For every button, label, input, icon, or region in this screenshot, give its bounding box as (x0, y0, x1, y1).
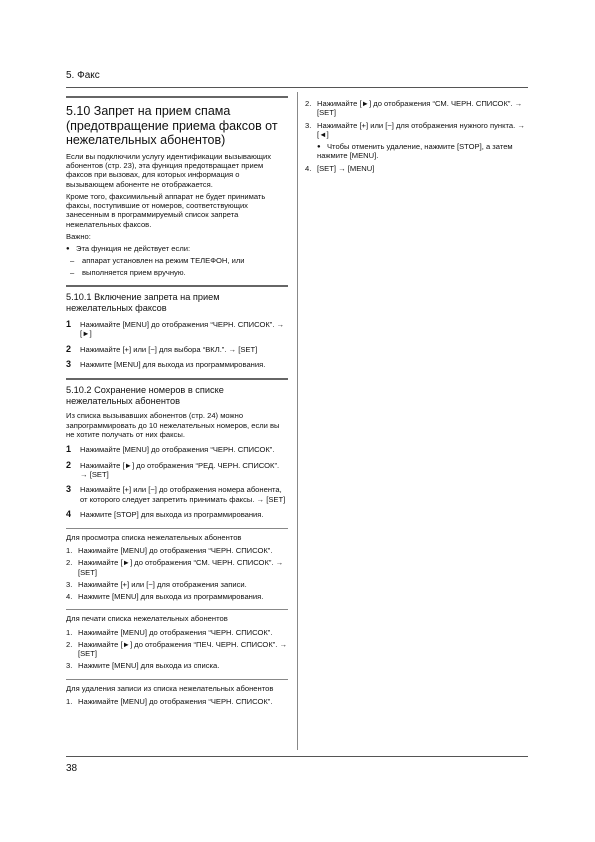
item-text: Нажимайте [+] или [−] для отображения записи. (78, 579, 247, 589)
step-number: 1 (66, 319, 72, 329)
step-text: Нажимайте [►] до отображения “РЕД. ЧЕРН. СПИСОК”. → [SET] (80, 460, 280, 480)
view-list-title: Для просмотра списка нежелательных абонентов (66, 528, 288, 542)
step-text: Нажимайте [+] или [−] до отображения номера абонента, от которого следует запретить принимать факсы. → [SET] (80, 485, 286, 504)
item-number: 4. (66, 592, 73, 602)
delete-item-4 (305, 164, 529, 173)
view-item-3 (66, 580, 288, 589)
right-column (305, 96, 529, 176)
item-text: Нажмите [MENU] для выхода из программирования. (78, 592, 264, 602)
important-label: Важно: (66, 231, 91, 241)
item-text: Нажимайте [MENU] до отображения “ЧЕРН. СПИСОК”. (78, 546, 273, 556)
step-text: Нажимайте [+] или [−] для выбора “ВКЛ.”. → [SET] (80, 344, 258, 354)
column-divider (297, 92, 298, 750)
section-title: 5.10 Запрет на прием спама (предотвращение приема факсов от нежелательных абонентов) (66, 96, 288, 148)
view-item-1 (66, 546, 288, 555)
step-number: 3 (66, 484, 72, 495)
item-text: Нажимайте [+] или [−] для отображения нужного пункта. → [◄] (317, 120, 525, 139)
item-text: Нажимайте [►] до отображения “СМ. ЧЕРН. СПИСОК”. → [SET] (78, 558, 284, 577)
item-text: Нажимайте [MENU] до отображения “ЧЕРН. СПИСОК”. (78, 627, 273, 637)
step-text: Нажмите [STOP] для выхода из программирования. (80, 509, 264, 519)
step-number: 3 (66, 359, 72, 370)
intro-paragraph-2: Кроме того, факсимильный аппарат не будет принимать факсы, поступившие от номеров, соответствующих занесенным в программируемый список запрета нежелательных факсов. (66, 191, 266, 229)
print-item-2 (66, 640, 288, 659)
step-1 (66, 445, 288, 455)
step-4 (66, 510, 288, 520)
bullet-item: ● Эта функция не действует если: (66, 244, 288, 253)
subsection-title: 5.10.2 Сохранение номеров в списке нежелательных абонентов (66, 378, 288, 407)
item-number: 2. (66, 639, 73, 649)
item-number: 2. (305, 99, 312, 108)
step-2 (66, 345, 288, 355)
step-text: Нажимайте [MENU] до отображения “ЧЕРН. СПИСОК”. (80, 445, 275, 455)
dash-item: – аппарат установлен на режим ТЕЛЕФОН, или (82, 256, 288, 265)
item-number: 2. (66, 558, 73, 568)
left-column (66, 96, 288, 709)
page-header: 5. Факс (66, 70, 528, 88)
item-text: Нажимайте [►] до отображения “ПЕЧ. ЧЕРН. СПИСОК”. → [SET] (78, 639, 288, 659)
view-item-4 (66, 592, 288, 601)
step-number: 4 (66, 508, 72, 519)
item-number: 4. (305, 163, 312, 173)
print-item-1 (66, 628, 288, 637)
step-2 (66, 461, 288, 480)
dash-item: – выполняется прием вручную. (82, 268, 288, 277)
subsection-intro: Из списка вызывавших абонентов (стр. 24) можно запрограммировать до 10 нежелательных номеров, если вы не хотите получать от них факсы. (66, 411, 280, 439)
item-number: 3. (66, 579, 73, 589)
item-text: Нажимайте [►] до отображения “СМ. ЧЕРН. СПИСОК”. → [SET] (317, 99, 523, 118)
item-text: Нажмите [MENU] для выхода из списка. (78, 661, 220, 671)
step-number: 2 (66, 343, 72, 354)
step-1 (66, 320, 288, 339)
step-3 (66, 360, 288, 370)
item-number: 3. (66, 661, 73, 671)
intro-paragraph: Если вы подключили услугу идентификации вызывающих абонентов (стр. 23), эта функция предотвращает прием факсов при вызовах, для которых информация о вызывающем абоненте не отображается. (66, 151, 272, 189)
delete-item-3 (305, 121, 529, 140)
item-number: 1. (66, 627, 73, 637)
delete-item-2 (305, 99, 529, 118)
print-item-3 (66, 661, 288, 670)
cancel-note: ● Чтобы отменить удаление, нажмите [STOP], а затем нажмите [MENU]. (317, 142, 529, 161)
step-3 (66, 485, 288, 504)
item-number: 1. (66, 696, 73, 706)
step-text: Нажмите [MENU] для выхода из программирования. (80, 360, 266, 370)
print-list-title: Для печати списка нежелательных абонентов (66, 609, 288, 623)
step-number: 2 (66, 459, 72, 470)
step-text: Нажимайте [MENU] до отображения “ЧЕРН. СПИСОК”. → [►] (80, 320, 285, 339)
delete-item-1 (66, 697, 288, 706)
item-number: 3. (305, 120, 312, 130)
step-number: 1 (66, 444, 72, 455)
item-text: Нажимайте [MENU] до отображения “ЧЕРН. СПИСОК”. (78, 696, 273, 706)
item-number: 1. (66, 546, 73, 556)
view-item-2 (66, 558, 288, 577)
item-text: [SET] → [MENU] (317, 163, 375, 173)
delete-list-title: Для удаления записи из списка нежелательных абонентов (66, 679, 288, 693)
subsection-title: 5.10.1 Включение запрета на прием нежелательных факсов (66, 285, 288, 314)
page-number: 38 (66, 756, 528, 774)
